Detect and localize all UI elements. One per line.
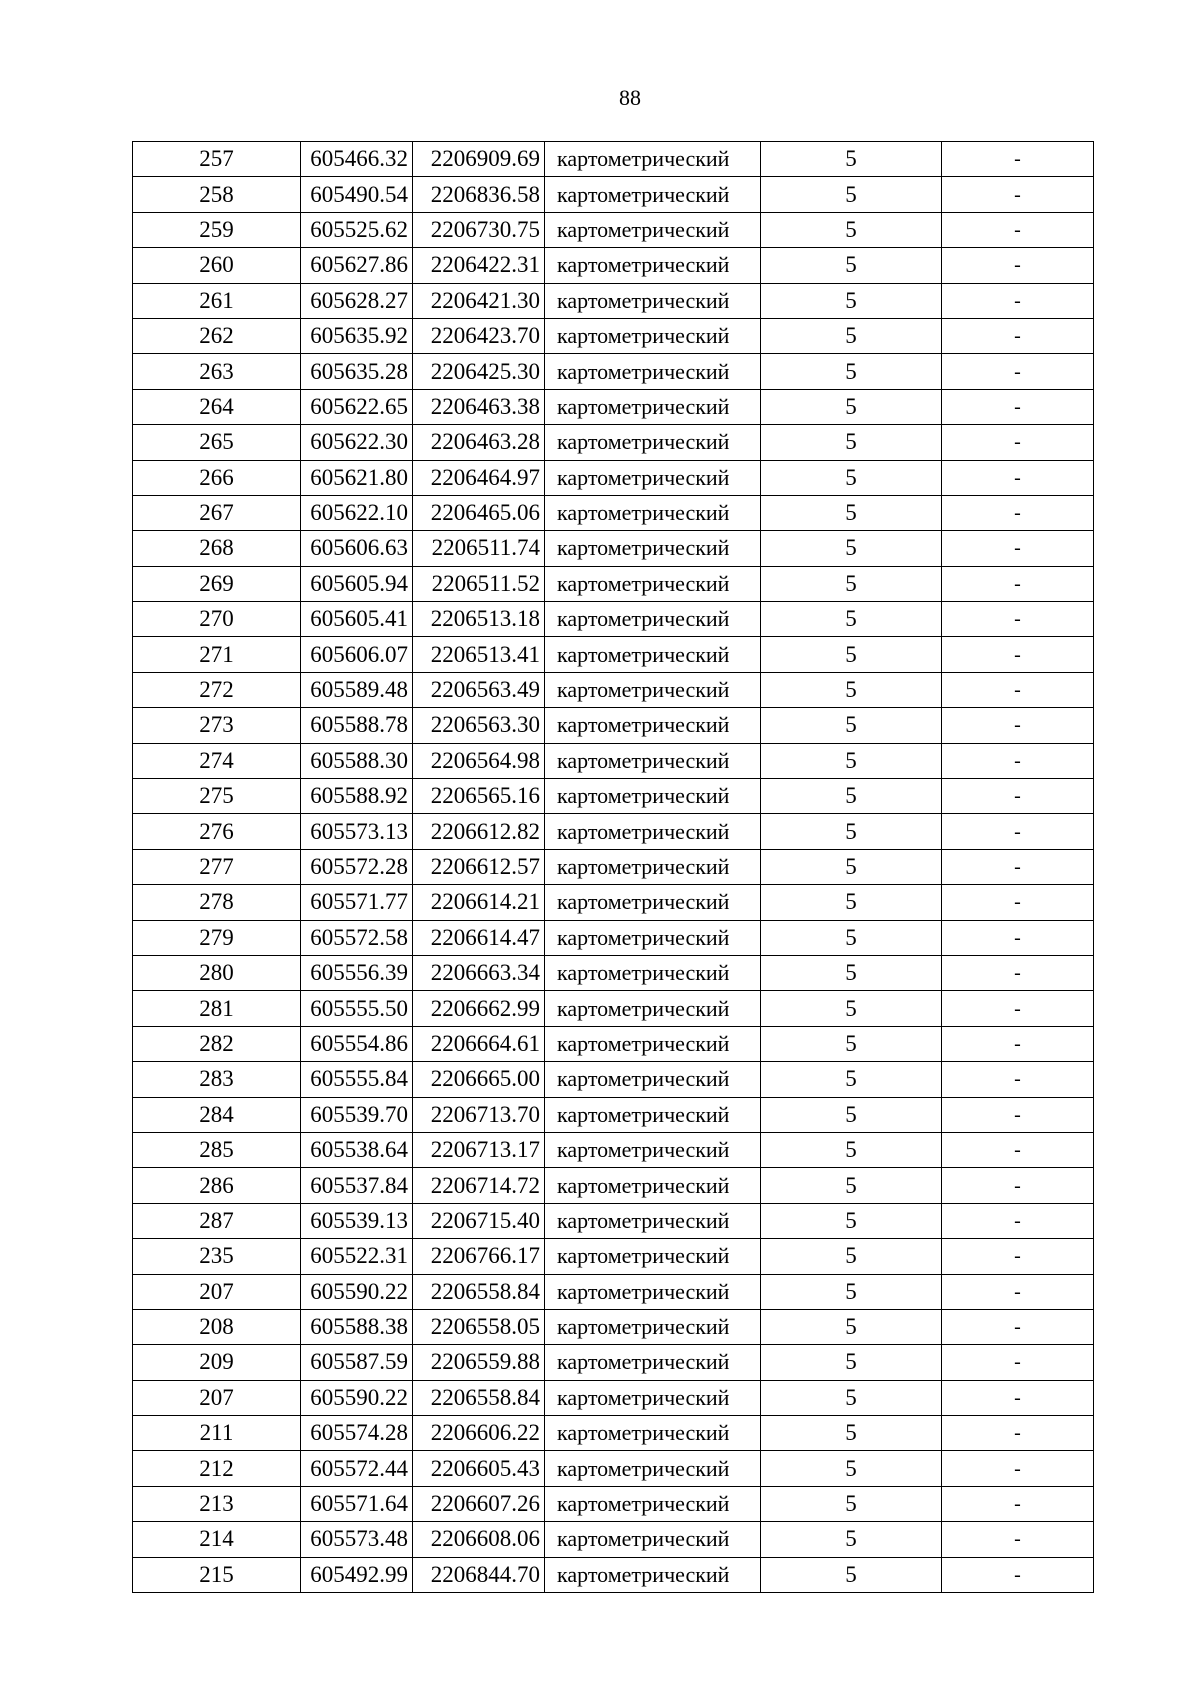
table-row <box>133 1239 1094 1274</box>
table-row <box>133 1203 1094 1238</box>
point-number-cell: 257 <box>133 142 301 177</box>
table-row <box>133 849 1094 884</box>
accuracy-cell: 5 <box>761 955 942 990</box>
note-cell: - <box>942 849 1094 884</box>
table-row <box>133 1168 1094 1203</box>
y-coordinate-cell: 2206714.72 <box>413 1168 545 1203</box>
x-coordinate-cell: 605588.38 <box>301 1309 413 1344</box>
table-row <box>133 318 1094 353</box>
accuracy-cell: 5 <box>761 991 942 1026</box>
x-coordinate-cell: 605622.65 <box>301 389 413 424</box>
accuracy-cell: 5 <box>761 142 942 177</box>
note-cell: - <box>942 1026 1094 1061</box>
y-coordinate-cell: 2206713.17 <box>413 1132 545 1167</box>
table-row <box>133 991 1094 1026</box>
y-coordinate-cell: 2206715.40 <box>413 1203 545 1238</box>
point-number-cell: 266 <box>133 460 301 495</box>
accuracy-cell: 5 <box>761 1345 942 1380</box>
method-cell: картометрический <box>545 849 761 884</box>
method-cell: картометрический <box>545 1132 761 1167</box>
note-cell: - <box>942 602 1094 637</box>
y-coordinate-cell: 2206612.82 <box>413 814 545 849</box>
table-row <box>133 495 1094 530</box>
point-number-cell: 275 <box>133 779 301 814</box>
accuracy-cell: 5 <box>761 1239 942 1274</box>
accuracy-cell: 5 <box>761 672 942 707</box>
note-cell: - <box>942 1132 1094 1167</box>
point-number-cell: 261 <box>133 283 301 318</box>
coordinates-table <box>132 141 1094 1593</box>
method-cell: картометрический <box>545 1309 761 1344</box>
y-coordinate-cell: 2206511.74 <box>413 531 545 566</box>
method-cell: картометрический <box>545 1168 761 1203</box>
x-coordinate-cell: 605554.86 <box>301 1026 413 1061</box>
note-cell: - <box>942 1345 1094 1380</box>
accuracy-cell: 5 <box>761 1274 942 1309</box>
point-number-cell: 211 <box>133 1416 301 1451</box>
point-number-cell: 269 <box>133 566 301 601</box>
table-row <box>133 743 1094 778</box>
x-coordinate-cell: 605590.22 <box>301 1274 413 1309</box>
point-number-cell: 280 <box>133 955 301 990</box>
table-row <box>133 460 1094 495</box>
accuracy-cell: 5 <box>761 1062 942 1097</box>
x-coordinate-cell: 605605.94 <box>301 566 413 601</box>
y-coordinate-cell: 2206558.05 <box>413 1309 545 1344</box>
method-cell: картометрический <box>545 743 761 778</box>
method-cell: картометрический <box>545 142 761 177</box>
point-number-cell: 285 <box>133 1132 301 1167</box>
note-cell: - <box>942 566 1094 601</box>
x-coordinate-cell: 605538.64 <box>301 1132 413 1167</box>
table-row <box>133 885 1094 920</box>
y-coordinate-cell: 2206605.43 <box>413 1451 545 1486</box>
point-number-cell: 212 <box>133 1451 301 1486</box>
note-cell: - <box>942 495 1094 530</box>
method-cell: картометрический <box>545 1345 761 1380</box>
x-coordinate-cell: 605588.30 <box>301 743 413 778</box>
note-cell: - <box>942 283 1094 318</box>
point-number-cell: 215 <box>133 1557 301 1592</box>
method-cell: картометрический <box>545 248 761 283</box>
table-row <box>133 248 1094 283</box>
y-coordinate-cell: 2206662.99 <box>413 991 545 1026</box>
x-coordinate-cell: 605490.54 <box>301 177 413 212</box>
accuracy-cell: 5 <box>761 602 942 637</box>
accuracy-cell: 5 <box>761 425 942 460</box>
note-cell: - <box>942 1203 1094 1238</box>
point-number-cell: 272 <box>133 672 301 707</box>
method-cell: картометрический <box>545 1380 761 1415</box>
accuracy-cell: 5 <box>761 1097 942 1132</box>
method-cell: картометрический <box>545 531 761 566</box>
note-cell: - <box>942 425 1094 460</box>
y-coordinate-cell: 2206614.47 <box>413 920 545 955</box>
table-row <box>133 1062 1094 1097</box>
method-cell: картометрический <box>545 283 761 318</box>
y-coordinate-cell: 2206563.30 <box>413 708 545 743</box>
point-number-cell: 286 <box>133 1168 301 1203</box>
note-cell: - <box>942 885 1094 920</box>
method-cell: картометрический <box>545 885 761 920</box>
x-coordinate-cell: 605589.48 <box>301 672 413 707</box>
point-number-cell: 273 <box>133 708 301 743</box>
accuracy-cell: 5 <box>761 531 942 566</box>
point-number-cell: 209 <box>133 1345 301 1380</box>
accuracy-cell: 5 <box>761 708 942 743</box>
table-row <box>133 425 1094 460</box>
accuracy-cell: 5 <box>761 1203 942 1238</box>
point-number-cell: 274 <box>133 743 301 778</box>
x-coordinate-cell: 605621.80 <box>301 460 413 495</box>
accuracy-cell: 5 <box>761 389 942 424</box>
note-cell: - <box>942 814 1094 849</box>
y-coordinate-cell: 2206463.38 <box>413 389 545 424</box>
point-number-cell: 276 <box>133 814 301 849</box>
point-number-cell: 213 <box>133 1486 301 1521</box>
method-cell: картометрический <box>545 1239 761 1274</box>
point-number-cell: 283 <box>133 1062 301 1097</box>
accuracy-cell: 5 <box>761 177 942 212</box>
point-number-cell: 207 <box>133 1274 301 1309</box>
accuracy-cell: 5 <box>761 460 942 495</box>
y-coordinate-cell: 2206766.17 <box>413 1239 545 1274</box>
method-cell: картометрический <box>545 920 761 955</box>
accuracy-cell: 5 <box>761 283 942 318</box>
y-coordinate-cell: 2206464.97 <box>413 460 545 495</box>
note-cell: - <box>942 1451 1094 1486</box>
method-cell: картометрический <box>545 354 761 389</box>
x-coordinate-cell: 605606.63 <box>301 531 413 566</box>
note-cell: - <box>942 779 1094 814</box>
table-row <box>133 531 1094 566</box>
accuracy-cell: 5 <box>761 885 942 920</box>
y-coordinate-cell: 2206614.21 <box>413 885 545 920</box>
note-cell: - <box>942 142 1094 177</box>
accuracy-cell: 5 <box>761 1132 942 1167</box>
y-coordinate-cell: 2206564.98 <box>413 743 545 778</box>
y-coordinate-cell: 2206565.16 <box>413 779 545 814</box>
accuracy-cell: 5 <box>761 779 942 814</box>
method-cell: картометрический <box>545 672 761 707</box>
note-cell: - <box>942 1486 1094 1521</box>
method-cell: картометрический <box>545 1097 761 1132</box>
table-row <box>133 637 1094 672</box>
x-coordinate-cell: 605571.64 <box>301 1486 413 1521</box>
note-cell: - <box>942 991 1094 1026</box>
point-number-cell: 284 <box>133 1097 301 1132</box>
y-coordinate-cell: 2206513.41 <box>413 637 545 672</box>
y-coordinate-cell: 2206422.31 <box>413 248 545 283</box>
note-cell: - <box>942 248 1094 283</box>
accuracy-cell: 5 <box>761 1026 942 1061</box>
x-coordinate-cell: 605492.99 <box>301 1557 413 1592</box>
point-number-cell: 278 <box>133 885 301 920</box>
note-cell: - <box>942 177 1094 212</box>
table-row <box>133 212 1094 247</box>
table-row <box>133 1416 1094 1451</box>
point-number-cell: 265 <box>133 425 301 460</box>
y-coordinate-cell: 2206559.88 <box>413 1345 545 1380</box>
table-row <box>133 814 1094 849</box>
point-number-cell: 279 <box>133 920 301 955</box>
point-number-cell: 277 <box>133 849 301 884</box>
accuracy-cell: 5 <box>761 1522 942 1557</box>
method-cell: картометрический <box>545 779 761 814</box>
x-coordinate-cell: 605573.13 <box>301 814 413 849</box>
x-coordinate-cell: 605572.28 <box>301 849 413 884</box>
accuracy-cell: 5 <box>761 1557 942 1592</box>
x-coordinate-cell: 605588.92 <box>301 779 413 814</box>
method-cell: картометрический <box>545 1451 761 1486</box>
y-coordinate-cell: 2206513.18 <box>413 602 545 637</box>
point-number-cell: 270 <box>133 602 301 637</box>
method-cell: картометрический <box>545 460 761 495</box>
method-cell: картометрический <box>545 212 761 247</box>
table-row <box>133 354 1094 389</box>
x-coordinate-cell: 605572.44 <box>301 1451 413 1486</box>
x-coordinate-cell: 605556.39 <box>301 955 413 990</box>
x-coordinate-cell: 605606.07 <box>301 637 413 672</box>
note-cell: - <box>942 212 1094 247</box>
y-coordinate-cell: 2206423.70 <box>413 318 545 353</box>
y-coordinate-cell: 2206844.70 <box>413 1557 545 1592</box>
x-coordinate-cell: 605622.30 <box>301 425 413 460</box>
y-coordinate-cell: 2206612.57 <box>413 849 545 884</box>
x-coordinate-cell: 605590.22 <box>301 1380 413 1415</box>
table-row <box>133 1557 1094 1592</box>
accuracy-cell: 5 <box>761 814 942 849</box>
method-cell: картометрический <box>545 955 761 990</box>
x-coordinate-cell: 605635.28 <box>301 354 413 389</box>
table-row <box>133 566 1094 601</box>
table-row <box>133 1380 1094 1415</box>
accuracy-cell: 5 <box>761 248 942 283</box>
note-cell: - <box>942 1380 1094 1415</box>
point-number-cell: 235 <box>133 1239 301 1274</box>
note-cell: - <box>942 1097 1094 1132</box>
method-cell: картометрический <box>545 1486 761 1521</box>
table-row <box>133 920 1094 955</box>
point-number-cell: 207 <box>133 1380 301 1415</box>
x-coordinate-cell: 605627.86 <box>301 248 413 283</box>
note-cell: - <box>942 743 1094 778</box>
table-row <box>133 672 1094 707</box>
x-coordinate-cell: 605574.28 <box>301 1416 413 1451</box>
note-cell: - <box>942 920 1094 955</box>
method-cell: картометрический <box>545 1416 761 1451</box>
note-cell: - <box>942 460 1094 495</box>
y-coordinate-cell: 2206558.84 <box>413 1274 545 1309</box>
point-number-cell: 282 <box>133 1026 301 1061</box>
point-number-cell: 281 <box>133 991 301 1026</box>
table-row <box>133 142 1094 177</box>
point-number-cell: 260 <box>133 248 301 283</box>
y-coordinate-cell: 2206665.00 <box>413 1062 545 1097</box>
table-row <box>133 389 1094 424</box>
y-coordinate-cell: 2206713.70 <box>413 1097 545 1132</box>
method-cell: картометрический <box>545 1062 761 1097</box>
note-cell: - <box>942 389 1094 424</box>
method-cell: картометрический <box>545 1026 761 1061</box>
method-cell: картометрический <box>545 814 761 849</box>
note-cell: - <box>942 1416 1094 1451</box>
accuracy-cell: 5 <box>761 1451 942 1486</box>
note-cell: - <box>942 1522 1094 1557</box>
table-row <box>133 1309 1094 1344</box>
table-row <box>133 1026 1094 1061</box>
x-coordinate-cell: 605573.48 <box>301 1522 413 1557</box>
point-number-cell: 263 <box>133 354 301 389</box>
method-cell: картометрический <box>545 177 761 212</box>
table-row <box>133 177 1094 212</box>
point-number-cell: 208 <box>133 1309 301 1344</box>
table-row <box>133 1132 1094 1167</box>
method-cell: картометрический <box>545 602 761 637</box>
note-cell: - <box>942 1239 1094 1274</box>
note-cell: - <box>942 531 1094 566</box>
note-cell: - <box>942 955 1094 990</box>
x-coordinate-cell: 605628.27 <box>301 283 413 318</box>
point-number-cell: 287 <box>133 1203 301 1238</box>
accuracy-cell: 5 <box>761 1309 942 1344</box>
y-coordinate-cell: 2206664.61 <box>413 1026 545 1061</box>
accuracy-cell: 5 <box>761 849 942 884</box>
method-cell: картометрический <box>545 389 761 424</box>
note-cell: - <box>942 672 1094 707</box>
accuracy-cell: 5 <box>761 743 942 778</box>
method-cell: картометрический <box>545 425 761 460</box>
x-coordinate-cell: 605605.41 <box>301 602 413 637</box>
accuracy-cell: 5 <box>761 920 942 955</box>
y-coordinate-cell: 2206663.34 <box>413 955 545 990</box>
x-coordinate-cell: 605622.10 <box>301 495 413 530</box>
method-cell: картометрический <box>545 495 761 530</box>
note-cell: - <box>942 1062 1094 1097</box>
method-cell: картометрический <box>545 991 761 1026</box>
note-cell: - <box>942 1309 1094 1344</box>
method-cell: картометрический <box>545 318 761 353</box>
accuracy-cell: 5 <box>761 1168 942 1203</box>
method-cell: картометрический <box>545 708 761 743</box>
table-row <box>133 708 1094 743</box>
table-row <box>133 779 1094 814</box>
y-coordinate-cell: 2206563.49 <box>413 672 545 707</box>
accuracy-cell: 5 <box>761 566 942 601</box>
table-row <box>133 602 1094 637</box>
x-coordinate-cell: 605572.58 <box>301 920 413 955</box>
table-row <box>133 1097 1094 1132</box>
y-coordinate-cell: 2206421.30 <box>413 283 545 318</box>
point-number-cell: 268 <box>133 531 301 566</box>
x-coordinate-cell: 605539.70 <box>301 1097 413 1132</box>
x-coordinate-cell: 605522.31 <box>301 1239 413 1274</box>
accuracy-cell: 5 <box>761 637 942 672</box>
note-cell: - <box>942 1557 1094 1592</box>
note-cell: - <box>942 354 1094 389</box>
table-row <box>133 1345 1094 1380</box>
x-coordinate-cell: 605537.84 <box>301 1168 413 1203</box>
y-coordinate-cell: 2206606.22 <box>413 1416 545 1451</box>
y-coordinate-cell: 2206607.26 <box>413 1486 545 1521</box>
point-number-cell: 259 <box>133 212 301 247</box>
table-row <box>133 1451 1094 1486</box>
y-coordinate-cell: 2206730.75 <box>413 212 545 247</box>
y-coordinate-cell: 2206465.06 <box>413 495 545 530</box>
y-coordinate-cell: 2206836.58 <box>413 177 545 212</box>
method-cell: картометрический <box>545 566 761 601</box>
accuracy-cell: 5 <box>761 354 942 389</box>
accuracy-cell: 5 <box>761 318 942 353</box>
method-cell: картометрический <box>545 1522 761 1557</box>
y-coordinate-cell: 2206909.69 <box>413 142 545 177</box>
method-cell: картометрический <box>545 1274 761 1309</box>
method-cell: картометрический <box>545 1203 761 1238</box>
note-cell: - <box>942 318 1094 353</box>
y-coordinate-cell: 2206425.30 <box>413 354 545 389</box>
y-coordinate-cell: 2206511.52 <box>413 566 545 601</box>
accuracy-cell: 5 <box>761 1486 942 1521</box>
accuracy-cell: 5 <box>761 1416 942 1451</box>
note-cell: - <box>942 1274 1094 1309</box>
point-number-cell: 258 <box>133 177 301 212</box>
point-number-cell: 262 <box>133 318 301 353</box>
x-coordinate-cell: 605571.77 <box>301 885 413 920</box>
note-cell: - <box>942 637 1094 672</box>
x-coordinate-cell: 605588.78 <box>301 708 413 743</box>
point-number-cell: 214 <box>133 1522 301 1557</box>
point-number-cell: 267 <box>133 495 301 530</box>
accuracy-cell: 5 <box>761 1380 942 1415</box>
x-coordinate-cell: 605555.84 <box>301 1062 413 1097</box>
method-cell: картометрический <box>545 637 761 672</box>
table-row <box>133 1522 1094 1557</box>
y-coordinate-cell: 2206463.28 <box>413 425 545 460</box>
accuracy-cell: 5 <box>761 212 942 247</box>
table-row <box>133 955 1094 990</box>
x-coordinate-cell: 605555.50 <box>301 991 413 1026</box>
page-number: 88 <box>619 85 641 110</box>
table-row <box>133 283 1094 318</box>
x-coordinate-cell: 605539.13 <box>301 1203 413 1238</box>
y-coordinate-cell: 2206558.84 <box>413 1380 545 1415</box>
accuracy-cell: 5 <box>761 495 942 530</box>
note-cell: - <box>942 708 1094 743</box>
table-row <box>133 1486 1094 1521</box>
x-coordinate-cell: 605635.92 <box>301 318 413 353</box>
x-coordinate-cell: 605525.62 <box>301 212 413 247</box>
point-number-cell: 264 <box>133 389 301 424</box>
method-cell: картометрический <box>545 1557 761 1592</box>
table-row <box>133 1274 1094 1309</box>
note-cell: - <box>942 1168 1094 1203</box>
point-number-cell: 271 <box>133 637 301 672</box>
x-coordinate-cell: 605466.32 <box>301 142 413 177</box>
y-coordinate-cell: 2206608.06 <box>413 1522 545 1557</box>
x-coordinate-cell: 605587.59 <box>301 1345 413 1380</box>
